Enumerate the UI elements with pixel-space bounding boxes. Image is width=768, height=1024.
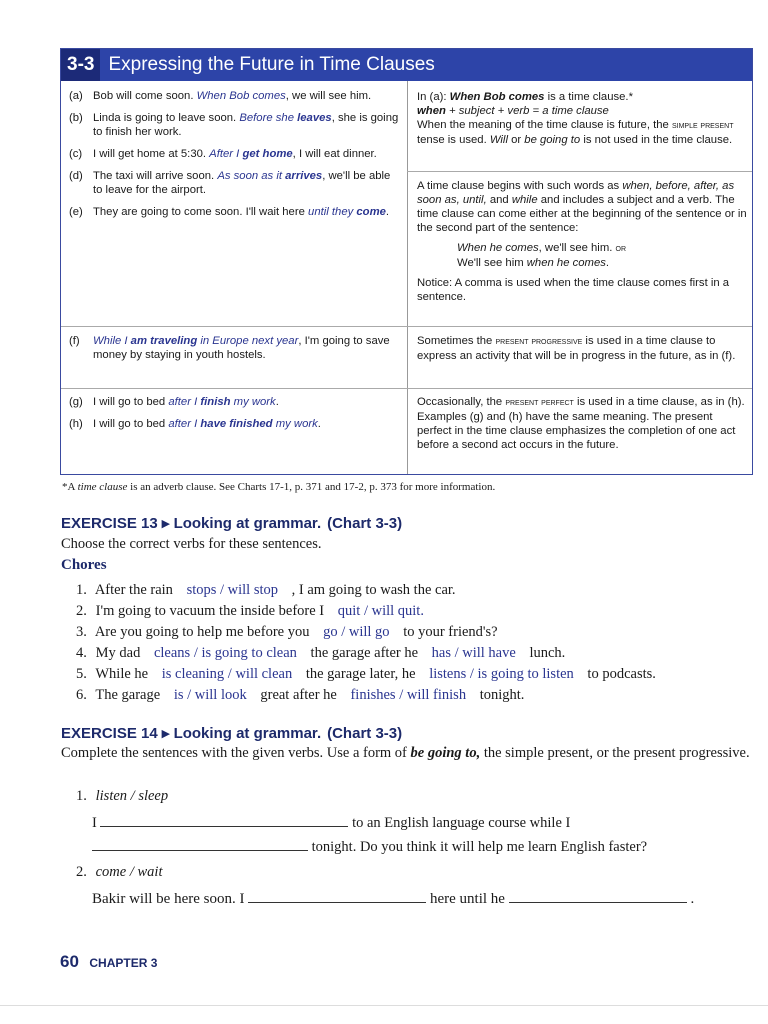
text-segment: arrives [285,170,323,182]
text-segment: My dad [95,645,141,661]
example-label: (c) [69,148,83,160]
text-segment: *A [62,481,78,493]
exercise-14-item-1 [76,788,168,805]
text-segment: am traveling [130,335,198,347]
exercise-14-item-1-line-2 [92,838,647,856]
exercise-14-title: EXERCISE 14 ▸ Looking at grammar. [61,725,322,742]
verb-choice[interactable]: is cleaning / will clean [161,666,293,682]
exercise-13-instructions: Choose the correct verbs for these sentences. [61,536,322,552]
text-segment: The garage [95,687,161,703]
example-sentence [69,417,399,431]
text-segment: After the rain [94,582,173,598]
sentence-text: . [690,891,695,907]
text-segment: Bob will come soon. [93,90,197,102]
example-text [93,169,399,197]
exercise-14-item-2-line [92,890,694,908]
example-label: (h) [69,418,83,430]
chart-number: 3-3 [61,49,100,81]
text-segment: present perfect [505,397,574,408]
explanation-present-progressive [417,334,749,363]
text-segment: , I'm going to save money by staying in youth hostels. [93,335,390,361]
item-number: 1. [76,788,87,804]
text-segment: As soon as it [217,170,286,182]
text-segment: . [317,418,321,430]
example-text [93,334,399,362]
example-text [93,395,399,409]
exercise-item [76,580,656,601]
text-segment: Are you going to help me before you [94,624,310,640]
text-segment: is an adverb clause. See Charts 17-1, p. 371 and 17-2, p. 373 for more information. [127,481,496,493]
text-segment: to podcasts. [587,666,656,682]
example-text [93,147,399,161]
row-divider [61,326,752,327]
verb-choice[interactable]: finishes / will finish [350,687,467,703]
answer-blank[interactable] [509,890,687,903]
text-segment: the garage after he [310,645,419,661]
exercise-item [76,601,656,622]
exercise-item [76,643,656,664]
text-segment: Complete the sentences with the given verbs. Use a form of [61,745,411,761]
row-divider [407,171,752,172]
explanation-present-perfect [417,395,749,452]
text-segment: I will get home at 5:30. [93,148,210,160]
example-sentence [69,205,399,219]
column-divider [407,81,408,474]
example-sentence [69,147,399,161]
example-f [69,334,399,370]
examples-a-e [69,89,399,227]
text-segment: Linda is going to leave soon. [93,112,240,124]
text-segment: I will go to bed [93,418,169,430]
sentence-text: Bakir will be here soon. I [92,891,245,907]
row-divider [61,388,752,389]
text-segment: and [486,194,512,206]
example-sentence [69,334,399,362]
sentence-text: I [92,815,97,831]
example-sentence [69,111,399,139]
examples-g-h [69,395,399,439]
example-text [93,417,399,431]
exercise-item [76,664,656,685]
verb-choice[interactable]: quit / will quit. [337,603,424,619]
item-number: 2. [76,864,87,880]
text-segment: The taxi will arrive soon. [93,170,218,182]
verb-choice[interactable]: has / will have [431,645,516,661]
exercise-13-heading [61,514,402,532]
text-segment: , we'll be able to leave for the airport. [93,170,391,196]
exercise-13-subtitle: Chores [61,557,107,573]
text-segment: , she is going to finish her work. [93,112,399,138]
text-segment: my work [230,396,276,408]
answer-blank[interactable] [248,890,426,903]
example-text [93,89,399,103]
text-segment: in Europe next year [197,335,299,347]
example-sentence [69,395,399,409]
explanation-time-words [417,179,749,310]
text-segment: While I [93,335,131,347]
example-label: (b) [69,112,83,124]
example-text [93,111,399,139]
sentence-text: to an English language course while I [352,815,571,831]
text-segment: is not used in the time clause. [580,134,733,146]
text-segment: tonight. [479,687,525,703]
exercise-item [76,685,656,706]
verb-choice[interactable]: go / will go [323,624,390,640]
text-segment: I'm going to vacuum the inside before I [95,603,325,619]
text-segment: get home [242,148,293,160]
given-verbs: listen / sleep [95,788,169,804]
exercise-14-heading [61,724,402,742]
explanation-paragraph [417,179,749,235]
exercise-13-title: EXERCISE 13 ▸ Looking at grammar. [61,515,322,532]
verb-choice[interactable]: is / will look [173,687,247,703]
text-segment: They are going to come soon. I'll wait here [93,206,309,218]
text-segment: is used in a time clause, as in (h). Examples (g) and (h) have the same meaning. The present perfect in the time clause emphasizes the completion of one act before a second act occurs in the future. [417,396,745,451]
item-number: 1. [76,582,87,598]
exercise-13-items [76,580,656,706]
page-footer [60,952,157,972]
text-segment: tense is used. [417,134,490,146]
text-segment: present progressive [495,336,583,347]
text-segment: have finished [200,418,273,430]
text-segment: after I [168,418,201,430]
text-segment: the simple present, or the present progressive. [480,745,750,761]
text-segment: We'll see him [457,257,527,269]
text-segment: when he comes [526,257,606,269]
exercise-item [76,622,656,643]
example-line [417,256,749,270]
exercise-14-item-1-line-1 [92,814,570,832]
text-segment: After I [209,148,243,160]
text-segment: , I am going to wash the car. [291,582,456,598]
text-segment: is used in a time clause to express an activity that will be in progress in the future, as in (f). [417,335,736,362]
text-segment: . [605,257,610,269]
exercise-14-item-2 [76,864,162,881]
text-segment: When he comes [457,242,539,254]
page-number: 60 [60,952,79,971]
given-verbs: come / wait [95,864,163,880]
verb-choice[interactable]: listens / is going to listen [429,666,574,682]
text-segment: time clause [77,481,128,493]
example-label: (a) [69,90,83,102]
item-number: 5. [76,666,87,682]
text-segment: until they [308,206,357,218]
text-segment: while [511,194,538,206]
text-segment: When Bob comes [449,91,545,103]
exercise-13-ref: (Chart 3-3) [327,515,403,532]
sentence-text: tonight. Do you think it will help me learn English faster? [311,839,648,855]
text-segment: come [356,206,386,218]
example-line [417,241,749,256]
grammar-chart-3-3 [60,48,753,475]
chart-title: Expressing the Future in Time Clauses [108,54,435,75]
example-sentence [69,89,399,103]
text-segment: or [507,134,525,146]
text-segment: Before she [239,112,298,124]
text-segment: While he [95,666,149,682]
text-segment: , we will see him. [285,90,372,102]
text-segment: I will go to bed [93,396,169,408]
text-segment: when, before, after, as soon as, until, [417,180,735,206]
verb-choice[interactable]: stops / will stop [186,582,279,598]
text-segment: is a time clause.* [544,91,633,103]
text-segment: lunch. [529,645,566,661]
example-label: (f) [69,335,80,347]
notice-text: Notice: A comma is used when the time clause comes first in a sentence. [417,277,730,303]
item-number: 3. [76,624,87,640]
text-segment: . [275,396,279,408]
text-segment: simple present [671,120,734,131]
text-segment: . [385,206,390,218]
text-segment: when [417,105,446,117]
sentence-text: here until he [429,891,505,907]
page-edge [0,1005,768,1006]
example-label: (e) [69,206,83,218]
text-segment: leaves [297,112,332,124]
item-number: 2. [76,603,87,619]
chapter-label: CHAPTER 3 [89,956,158,970]
text-segment: or [615,243,627,254]
text-segment: Sometimes the [417,335,496,347]
text-segment: after I [168,396,201,408]
text-segment: In (a): [417,91,450,103]
example-label: (d) [69,170,83,182]
text-segment: A time clause begins with such words as [417,180,623,192]
text-segment: great after he [260,687,337,703]
text-segment: be going to, [410,745,481,761]
answer-blank[interactable] [92,838,308,851]
text-segment: When Bob comes [196,90,286,102]
text-segment: finish [200,396,231,408]
text-segment: , we'll see him. [538,242,616,254]
exercise-14-instructions [61,745,751,762]
example-label: (g) [69,396,83,408]
text-segment: , I will eat dinner. [292,148,377,160]
chart-header [61,49,752,81]
text-segment: Occasionally, the [417,396,506,408]
exercise-14-ref: (Chart 3-3) [327,725,403,742]
verb-choice[interactable]: cleans / is going to clean [153,645,297,661]
text-segment: Will [489,134,508,146]
item-number: 6. [76,687,87,703]
text-segment: be going to [524,134,581,146]
text-segment: + subject + verb = a time clause [445,105,609,117]
text-segment: the garage later, he [305,666,416,682]
explanation-time-clause [417,90,749,147]
example-sentence [69,169,399,197]
text-segment: When the meaning of the time clause is future, the [417,119,672,131]
text-segment: and includes a subject and a verb. The time clause can come either at the beginning of the sentence or in the second part of the sentence: [417,194,747,234]
chart-footnote [62,481,495,493]
text-segment: my work [272,418,318,430]
text-segment: to your friend's? [403,624,498,640]
example-text [93,205,399,219]
item-number: 4. [76,645,87,661]
answer-blank[interactable] [100,814,348,827]
